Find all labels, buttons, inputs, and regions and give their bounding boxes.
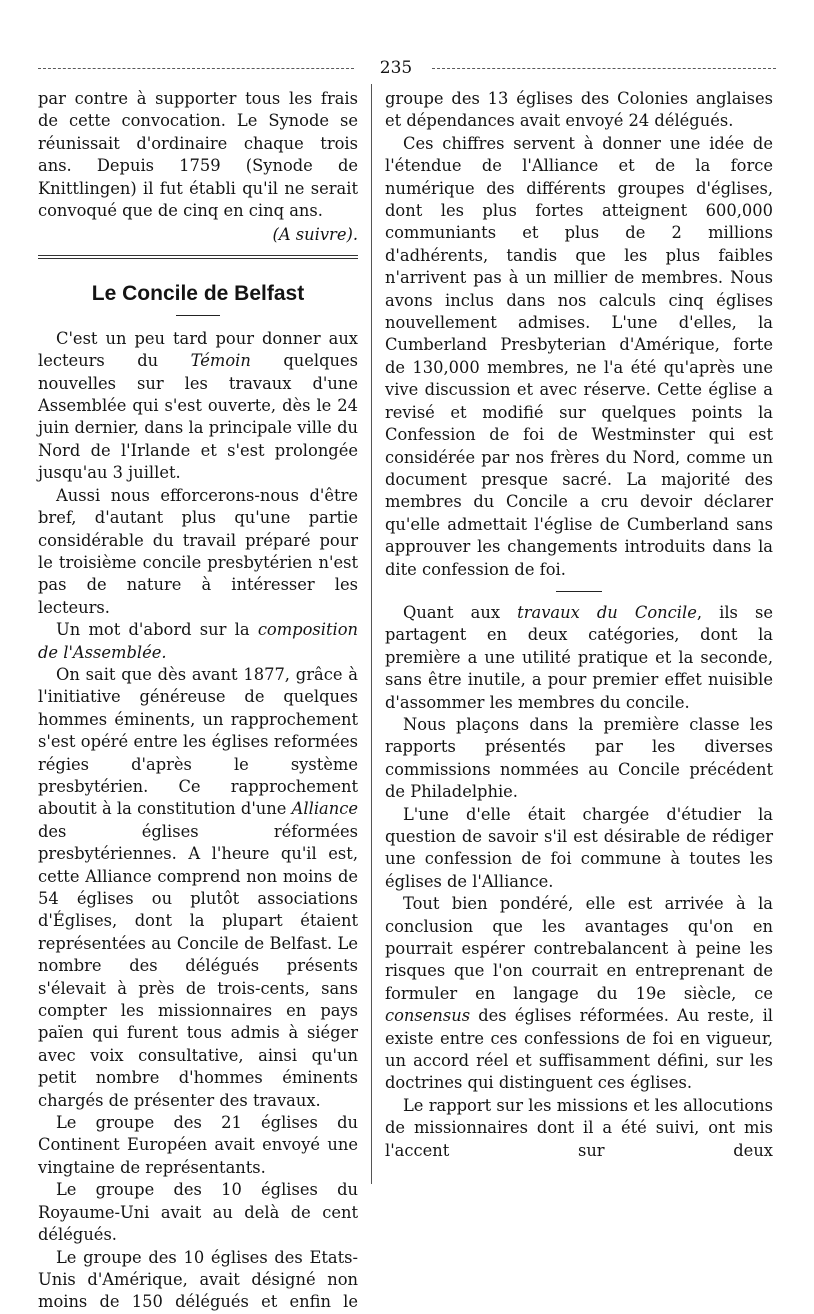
italic-run: Alliance — [291, 799, 358, 819]
continued-paragraph: par contre à supporter tous les frais de cette convocation. Le Synode se réunissait d'ordinaire chaque trois ans. Depuis 1759 (Synode de Knittlingen) il fut établi qu'il ne serait convoqué que de cinq en cinq ans. — [38, 89, 358, 221]
italic-run: travaux du Concile — [517, 602, 697, 622]
text-run: Tout bien pondéré, elle est arrivée à la conclusion que les avantages qu'on en pourrait espérer contrebalancent à peine les risques que l'on courrait en entreprenant de formuler en langage du 19e siècle, ce — [385, 894, 773, 1003]
continued-paragraph: groupe des 13 églises des Colonies anglaises et dépendances avait envoyé 24 délégués. — [385, 89, 773, 131]
paragraph: Ces chiffres servent à donner une idée de l'étendue de l'Alliance et de la force numérique des différents groupes d'églises, dont les plus fortes atteignent 600,000 communiants et plus de 2 millions d'adhérents, tandis que les plus faibles n'arrivent pas à un millier de membres. Nous avons inclus dans nos calculs cinq églises nouvellement admises. L'une d'elles, la Cumberland Presbyterian d'Amérique, forte de 130,000 membres, ne l'a été qu'après une vive discussion et avec réserve. Cette église a revisé et modifié sur quelques points la Confession de foi de Westminster qui est considérée par nos frères du Nord, comme un document presque sacré. La majorité des membres du Concile a cru devoir déclarer qu'elle admettait l'église de Cumberland sans approuver les changements introduits dans la dite confession de foi. — [385, 133, 773, 579]
paragraph: Nous plaçons dans la première classe les rapports présentés par les diverses commissions nommées au Concile précédent de Philadelphie. — [385, 714, 773, 802]
paragraph — [385, 893, 773, 1095]
italic-run: consensus — [385, 1006, 471, 1026]
text-run: des églises réformées presbytériennes. A l'heure qu'il est, cette Alliance comprend non moins de 54 églises ou plutôt associations d'Églises, dont la plupart étaient représentées au Concile de Belfast. Le nombre des délégués présents s'élevait à près de trois-cents, sans compter les missionnaires en pays païen qui furent tous admis à siéger avec voix consultative, ainsi qu'un petit nombre d'hommes éminents chargés de présenter des travaux. — [38, 821, 358, 1110]
italic-run: Témoin — [190, 351, 251, 371]
paragraph — [38, 664, 358, 1112]
text-run: , ils se partagent en deux catégories, dont la première a une utilité pratique et la seconde, sans être inutile, a pour premier effet nuisible d'assommer les membres du concile. — [385, 602, 773, 712]
article-title: Le Concile de Belfast — [91, 281, 305, 305]
to-be-continued-note — [38, 224, 358, 246]
paragraph: Aussi nous efforcerons-nous d'être bref, d'autant plus qu'une partie considérable du travail préparé pour le troisième concile presbytérien n'est pas de nature à intéresser les lecteurs. — [38, 485, 358, 617]
text-run: Un mot d'abord sur la — [56, 620, 258, 640]
text-run: Quant aux — [403, 602, 518, 622]
paragraph — [385, 602, 773, 714]
paragraph — [38, 328, 358, 485]
paragraph: Le groupe des 10 églises du Royaume-Uni avait au delà de cent délégués. — [38, 1180, 358, 1245]
left-column — [38, 88, 358, 1314]
paragraph: L'une d'elle était chargée d'étudier la question de savoir s'il est désirable de rédiger une confession de foi commune à toutes les églises de l'Alliance. — [385, 804, 773, 891]
text-run: des églises réformées. Au reste, il existe entre ces confessions de foi en vigueur, un accord réel et suffisamment défini, sur les doctrines qui distinguent ces églises. — [385, 1006, 773, 1093]
section-dash — [556, 591, 602, 592]
page-header — [38, 58, 776, 78]
italic-run: composition de l'Assemblée. — [38, 620, 358, 662]
text-run: quelques nouvelles sur les travaux d'une Assemblée qui s'est ouverte, dès le 24 juin dernier, dans la principale ville du Nord de l'Irlande et s'est prolongée jusqu'au 3 juillet. — [38, 351, 358, 483]
section-double-rule — [38, 255, 358, 259]
header-rule-left — [38, 68, 354, 69]
column-divider — [371, 84, 372, 1184]
page-number: 235 — [379, 58, 413, 78]
title-dash — [176, 315, 220, 316]
header-rule-right — [432, 68, 776, 69]
text-run: C'est un peu tard pour donner aux lecteurs du — [38, 328, 358, 371]
paragraph: Le rapport sur les missions et les allocutions de missionnaires dont il a été suivi, ont mis l'accent sur deux — [385, 1095, 773, 1160]
text-run: On sait que dès avant 1877, grâce à l'initiative généreuse de quelques hommes éminents, un rapprochement s'est opéré entre les églises reformées régies d'après le système presbytérien. Ce rapprochement aboutit à la constitution d'une — [38, 664, 358, 819]
paragraph — [38, 619, 358, 664]
paragraph: Le groupe des 10 églises des Etats-Unis d'Amérique, avait désigné non moins de 150 délégués et enfin le — [38, 1247, 358, 1312]
a-suivre-text: (A suivre). — [272, 225, 358, 245]
paragraph: Le groupe des 21 églises du Continent Européen avait envoyé une vingtaine de représentants. — [38, 1113, 358, 1177]
right-column — [385, 88, 773, 1162]
